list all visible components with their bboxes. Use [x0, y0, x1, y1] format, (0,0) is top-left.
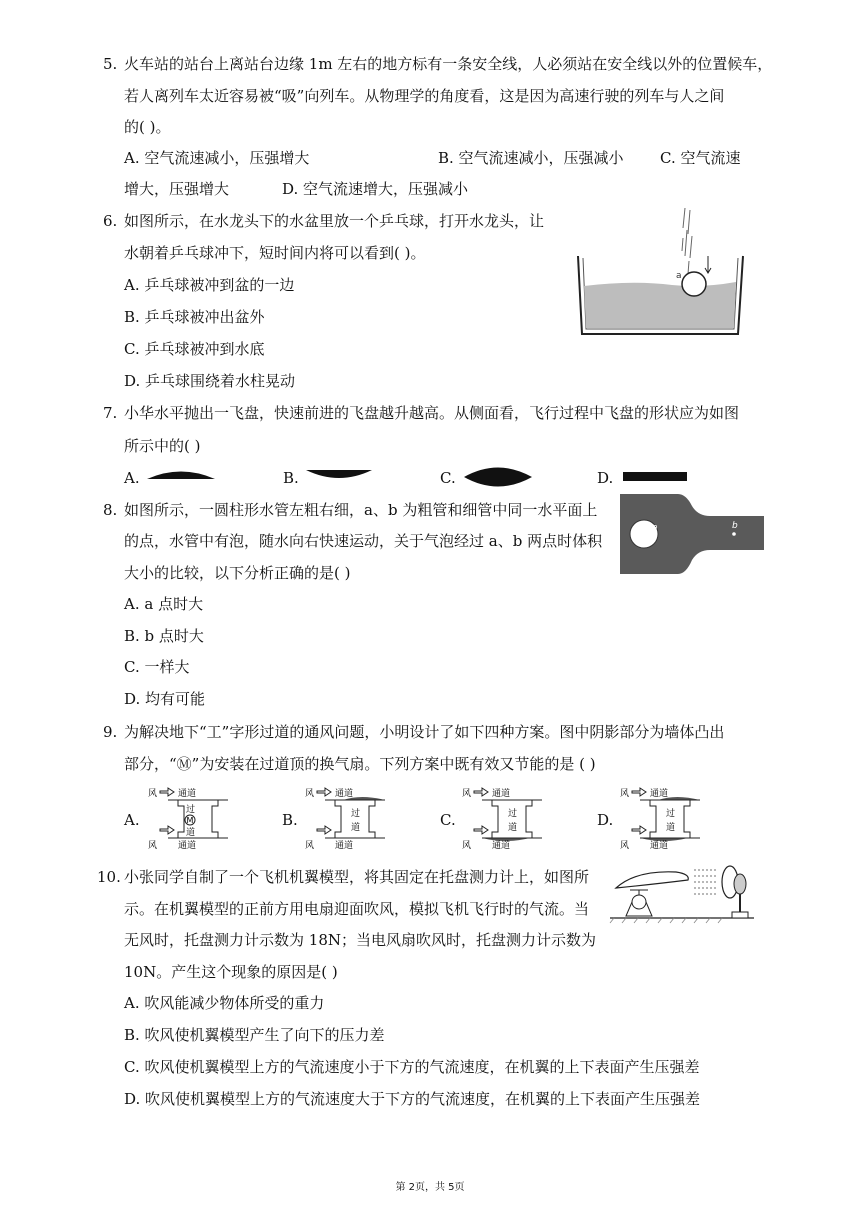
disc-shape-a [145, 466, 217, 488]
question-6-option-d: D. 乒乓球围绕着水柱晃动 [124, 372, 296, 390]
question-8-option-a: A. a 点时大 [124, 595, 204, 613]
question-5-text-line3: 的( )。 [124, 118, 171, 136]
question-8-number: 8. [103, 501, 118, 519]
question-10-text-line3: 无风时，托盘测力计示数为 18N；当电风扇吹风时，托盘测力计示数为 [124, 931, 596, 949]
question-7-number: 7. [103, 404, 118, 422]
question-5-option-d: D. 空气流速增大，压强减小 [282, 180, 469, 198]
question-10-text-line1: 小张同学自制了一个飞机机翼模型，将其固定在托盘测力计上，如图所 [124, 868, 590, 886]
scheme-a-passage-2: 道 [186, 828, 196, 838]
question-5-option-b: B. 空气流速减小，压强减小 [438, 149, 624, 167]
question-9-option-b: B. [282, 811, 298, 829]
scheme-a-fan-icon: M [186, 816, 194, 825]
scheme-b-channel-bottom: 通道 [335, 841, 354, 851]
question-8-text-line1: 如图所示，一圆柱形水管左粗右细，a、b 为粗管和细管中同一水平面上 [124, 501, 598, 519]
ventilation-scheme-c [460, 786, 544, 852]
scheme-b-passage-2: 道 [351, 823, 361, 833]
question-6-option-b: B. 乒乓球被冲出盆外 [124, 308, 265, 326]
question-6-option-c: C. 乒乓球被冲到水底 [124, 340, 265, 358]
disc-shape-b [304, 466, 374, 488]
scheme-c-passage-2: 道 [508, 823, 518, 833]
question-10-option-a: A. 吹风能减少物体所受的重力 [124, 994, 325, 1012]
question-9-option-a: A. [124, 811, 140, 829]
question-5-option-c-part1: C. 空气流速 [660, 149, 741, 167]
question-9-text-line1: 为解决地下“工”字形过道的通风问题，小明设计了如下四种方案。图中阴影部分为墙体凸出 [124, 723, 725, 741]
question-6-option-a: A. 乒乓球被冲到盆的一边 [124, 276, 295, 294]
scheme-d-channel-bottom: 通道 [650, 841, 669, 851]
question-5-text-line1: 火车站的站台上离站台边缘 1m 左右的地方标有一条安全线，人必须站在安全线以外的位置候车， [124, 55, 773, 73]
question-7-option-a: A. [124, 469, 140, 487]
pipe-point-a-label: a [652, 523, 658, 533]
question-8-text-line2: 的点，水管中有泡，随水向右快速运动，关于气泡经过 a、b 两点时体积 [124, 532, 603, 550]
scheme-a-channel-bottom: 通道 [178, 841, 197, 851]
scheme-d-wind-top: 风 [620, 789, 630, 799]
question-10-option-c: C. 吹风使机翼模型上方的气流速度小于下方的气流速度，在机翼的上下表面产生压强差 [124, 1058, 700, 1076]
scheme-d-wind-bottom: 风 [620, 841, 630, 851]
scheme-d-passage-1: 过 [666, 809, 676, 819]
question-7-option-b: B. [283, 469, 299, 487]
question-5-option-a: A. 空气流速减小，压强增大 [124, 149, 310, 167]
question-10-option-d: D. 吹风使机翼模型上方的气流速度大于下方的气流速度，在机翼的上下表面产生压强差 [124, 1090, 701, 1108]
question-7-text-line1: 小华水平抛出一飞盘，快速前进的飞盘越升越高。从侧面看，飞行过程中飞盘的形状应为如图 [124, 404, 740, 422]
svg-text:a: a [676, 271, 682, 281]
ventilation-scheme-b [303, 786, 387, 852]
question-7-option-c: C. [440, 469, 456, 487]
wing-model-fan-figure [606, 860, 756, 926]
question-10-number: 10. [97, 868, 121, 886]
question-10-text-line2: 示。在机翼模型的正前方用电扇迎面吹风，模拟飞机飞行时的气流。当 [124, 900, 590, 918]
question-9-option-c: C. [440, 811, 456, 829]
scheme-d-passage-2: 道 [666, 823, 676, 833]
question-5-option-c-part2: 增大，压强增大 [124, 180, 230, 198]
question-8-option-d: D. 均有可能 [124, 690, 206, 708]
question-6-text-line1: 如图所示，在水龙头下的水盆里放一个乒乓球，打开水龙头，让 [124, 212, 545, 230]
ventilation-scheme-d [618, 786, 702, 852]
question-7-option-d: D. [597, 469, 614, 487]
question-5-text-line2: 若人离列车太近容易被“吸”向列车。从物理学的角度看，这是因为高速行驶的列车与人之间 [124, 87, 725, 105]
scheme-b-wind-top: 风 [305, 789, 315, 799]
question-9-number: 9. [103, 723, 118, 741]
basin-ping-pong-figure [572, 206, 750, 340]
scheme-b-wind-bottom: 风 [305, 841, 315, 851]
scheme-a-wind-top: 风 [148, 789, 158, 799]
scheme-a-passage-1: 过 [186, 805, 196, 815]
page-number-footer: 第 2页，共 5页 [395, 1182, 465, 1193]
scheme-c-wind-top: 风 [462, 789, 472, 799]
question-8-option-c: C. 一样大 [124, 658, 190, 676]
disc-shape-d [622, 470, 688, 484]
question-8-text-line3: 大小的比较，以下分析正确的是( ) [124, 564, 351, 582]
question-7-text-line2: 所示中的( ) [124, 437, 201, 455]
water-pipe-figure [618, 492, 766, 576]
question-10-option-b: B. 吹风使机翼模型产生了向下的压力差 [124, 1026, 385, 1044]
scheme-a-wind-bottom: 风 [148, 841, 158, 851]
question-6-text-line2: 水朝着乒乓球冲下，短时间内将可以看到( )。 [124, 244, 426, 262]
question-6-number: 6. [103, 212, 118, 230]
scheme-c-wind-bottom: 风 [462, 841, 472, 851]
scheme-b-passage-1: 过 [351, 809, 361, 819]
question-8-option-b: B. b 点时大 [124, 627, 204, 645]
disc-shape-c [462, 464, 534, 490]
scheme-d-channel-top: 通道 [650, 789, 669, 799]
scheme-a-channel-top: 通道 [178, 789, 197, 799]
pipe-point-b-label: b [732, 521, 738, 531]
scheme-c-passage-1: 过 [508, 809, 518, 819]
question-9-option-d: D. [597, 811, 614, 829]
question-5-number: 5. [103, 55, 118, 73]
scheme-c-channel-bottom: 通道 [492, 841, 511, 851]
question-9-text-line2: 部分，“Ⓜ”为安装在过道顶的换气扇。下列方案中既有效又节能的是 ( ) [124, 755, 596, 773]
question-10-text-line4: 10N。产生这个现象的原因是( ) [124, 963, 338, 981]
scheme-b-channel-top: 通道 [335, 789, 354, 799]
scheme-c-channel-top: 通道 [492, 789, 511, 799]
ventilation-scheme-a [146, 786, 230, 852]
